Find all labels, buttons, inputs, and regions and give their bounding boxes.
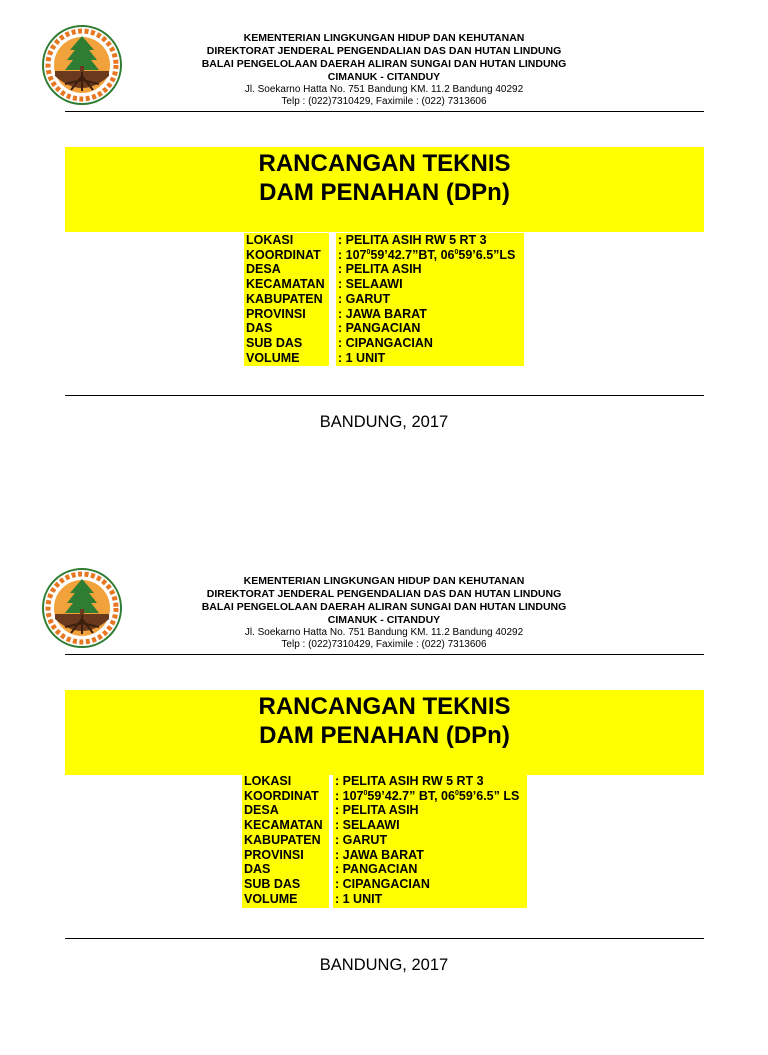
header-ministry: KEMENTERIAN LINGKUNGAN HIDUP DAN KEHUTANAN <box>243 575 525 587</box>
label-desa: DESA <box>244 803 279 818</box>
ministry-logo-icon <box>41 24 123 106</box>
value-kabupaten: : GARUT <box>335 832 388 847</box>
label-provinsi: PROVINSI <box>244 847 304 862</box>
header-phone: Telp : (022)7310429, Faximile : (022) 7313606 <box>281 639 487 650</box>
title-line-2: DAM PENAHAN (DPn) <box>259 179 510 206</box>
value-lokasi: : PELITA ASIH RW 5 RT 3 <box>338 233 487 247</box>
footer-divider <box>65 395 704 396</box>
value-volume: : 1 UNIT <box>338 350 386 365</box>
value-kabupaten: : GARUT <box>338 291 391 306</box>
label-koordinat: KOORDINAT <box>244 788 319 803</box>
label-desa: DESA <box>246 262 281 277</box>
label-kabupaten: KABUPATEN <box>246 291 323 306</box>
info-labels <box>242 774 329 908</box>
header-ministry: KEMENTERIAN LINGKUNGAN HIDUP DAN KEHUTANAN <box>243 32 525 44</box>
label-kecamatan: KECAMATAN <box>246 277 325 292</box>
info-values <box>333 774 527 908</box>
header-phone: Telp : (022)7310429, Faximile : (022) 7313606 <box>281 96 487 107</box>
value-desa: : PELITA ASIH <box>335 803 419 818</box>
label-sub-das: SUB DAS <box>244 876 301 891</box>
label-volume: VOLUME <box>246 350 300 365</box>
title-line-1: RANCANGAN TEKNIS <box>258 693 511 720</box>
label-koordinat: KOORDINAT <box>246 247 321 262</box>
title-band <box>65 690 704 775</box>
place-date: BANDUNG, 2017 <box>319 956 449 974</box>
header-region: CIMANUK - CITANDUY <box>327 71 441 83</box>
value-kecamatan: : SELAAWI <box>338 277 403 292</box>
document-page-1 <box>0 0 768 512</box>
title-band <box>65 147 704 232</box>
header-directorate: DIREKTORAT JENDERAL PENGENDALIAN DAS DAN HUTAN LINDUNG <box>206 588 562 600</box>
header-divider <box>65 654 704 655</box>
value-desa: : PELITA ASIH <box>338 262 422 277</box>
label-volume: VOLUME <box>244 891 298 906</box>
ministry-logo-icon <box>41 567 123 649</box>
header-address: Jl. Soekarno Hatta No. 751 Bandung KM. 11.2 Bandung 40292 <box>244 84 524 95</box>
label-lokasi: LOKASI <box>244 774 292 788</box>
place-date: BANDUNG, 2017 <box>319 413 449 431</box>
label-provinsi: PROVINSI <box>246 306 306 321</box>
label-das: DAS <box>244 862 271 877</box>
value-volume: : 1 UNIT <box>335 891 383 906</box>
label-kecamatan: KECAMATAN <box>244 818 323 833</box>
value-das: : PANGACIAN <box>338 321 421 336</box>
value-provinsi: : JAWA BARAT <box>338 306 427 321</box>
value-das: : PANGACIAN <box>335 862 418 877</box>
project-info-table <box>242 774 527 908</box>
header-region: CIMANUK - CITANDUY <box>327 614 441 626</box>
info-labels <box>244 233 329 366</box>
header-address: Jl. Soekarno Hatta No. 751 Bandung KM. 11.2 Bandung 40292 <box>244 627 524 638</box>
header-divider <box>65 111 704 112</box>
document-page-2 <box>0 543 768 1055</box>
label-kabupaten: KABUPATEN <box>244 832 321 847</box>
value-koordinat: : $107^059’42.7$” BT, $06^059’6.5$” LS <box>335 788 520 803</box>
value-sub-das: : CIPANGACIAN <box>338 335 433 350</box>
value-lokasi: : PELITA ASIH RW 5 RT 3 <box>335 774 484 788</box>
label-sub-das: SUB DAS <box>246 335 303 350</box>
title-line-1: RANCANGAN TEKNIS <box>258 150 511 177</box>
value-koordinat: : $107^059’42.7”BT$, $06^059’6.5”LS$ <box>338 247 516 262</box>
header-office: BALAI PENGELOLAAN DAERAH ALIRAN SUNGAI DAN HUTAN LINDUNG <box>201 601 567 613</box>
label-das: DAS <box>246 321 273 336</box>
info-values <box>336 233 524 366</box>
letterhead <box>170 575 598 651</box>
value-kecamatan: : SELAAWI <box>335 818 400 833</box>
title-line-2: DAM PENAHAN (DPn) <box>259 722 510 749</box>
value-sub-das: : CIPANGACIAN <box>335 876 430 891</box>
footer-divider <box>65 938 704 939</box>
value-provinsi: : JAWA BARAT <box>335 847 424 862</box>
letterhead <box>170 32 598 108</box>
header-office: BALAI PENGELOLAAN DAERAH ALIRAN SUNGAI DAN HUTAN LINDUNG <box>201 58 567 70</box>
project-info-table <box>244 233 524 366</box>
label-lokasi: LOKASI <box>246 233 294 247</box>
header-directorate: DIREKTORAT JENDERAL PENGENDALIAN DAS DAN HUTAN LINDUNG <box>206 45 562 57</box>
